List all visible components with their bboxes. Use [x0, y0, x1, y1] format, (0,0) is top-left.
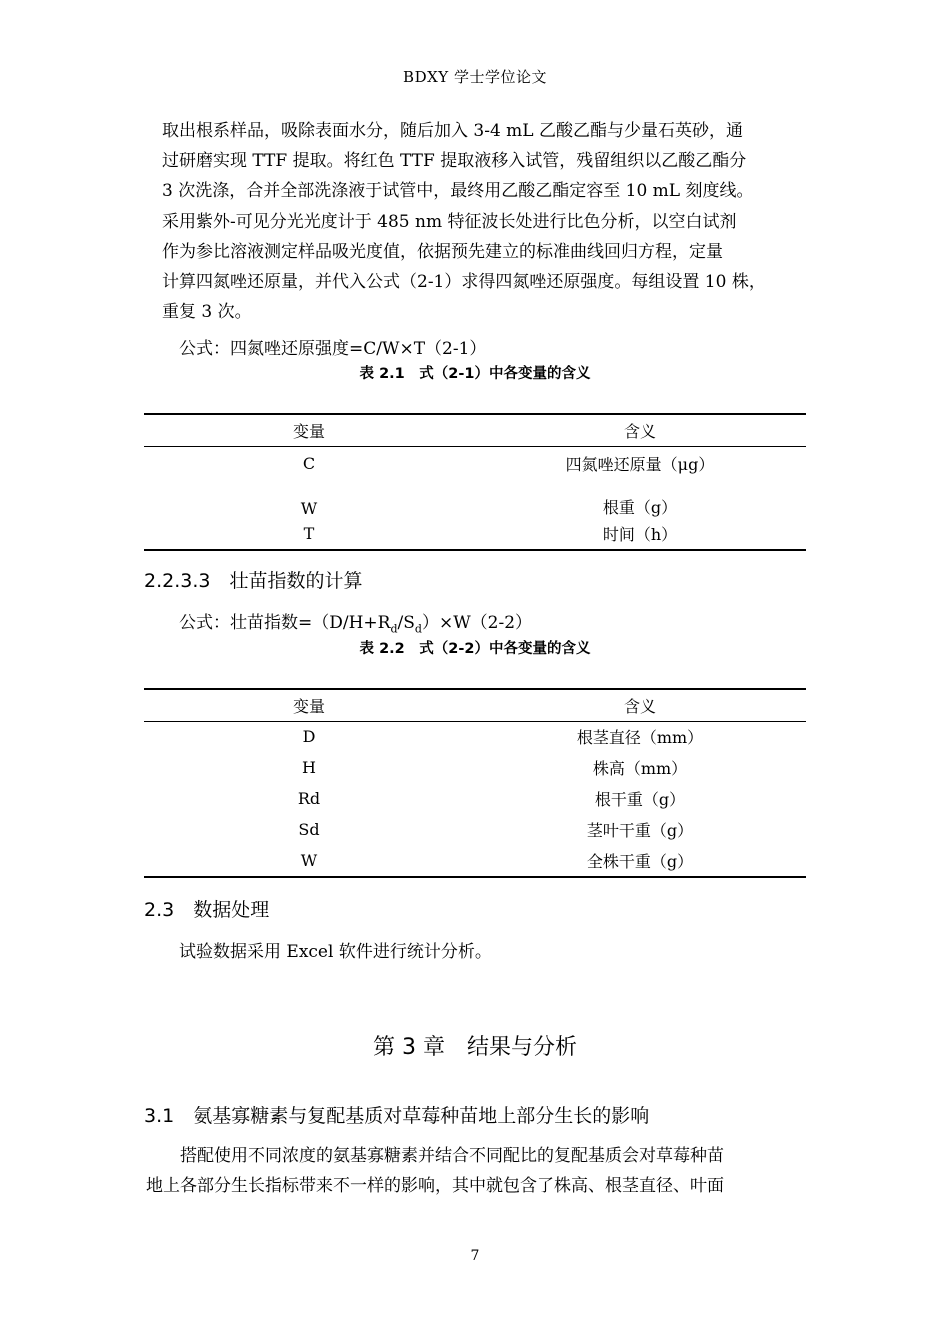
formula-subscript: d: [414, 622, 422, 636]
formula-part: /S: [397, 613, 415, 633]
variable-table-2-1: [144, 413, 806, 551]
formula-part: ）×W（2-2）: [421, 613, 533, 633]
chapter-title: 第 3 章 结果与分析: [373, 1035, 577, 1060]
text-line: 作为参比溶液测定样品吸光度值，依据预先建立的标准曲线回归方程，定量: [162, 241, 723, 262]
table-header-cell: 变量: [144, 689, 474, 721]
text-line: 地上各部分生长指标带来不一样的影响，其中就包含了株高、根茎直径、叶面: [146, 1176, 724, 1197]
text-line: 过研磨实现 TTF 提取。将红色 TTF 提取液移入试管，残留组织以乙酸乙酯分: [162, 151, 747, 172]
table-cell: 全株干重（g）: [474, 845, 806, 877]
table-caption: 表 2.1 式（2-1）中各变量的含义: [359, 366, 591, 382]
text-line: 重复 3 次。: [162, 302, 252, 323]
table-cell: Rd: [297, 789, 321, 808]
variable-table-2-2: [144, 688, 806, 878]
table-cell: 时间（h）: [474, 518, 806, 550]
table-row: [144, 783, 806, 814]
table-row: [144, 752, 806, 783]
table-cell: D: [302, 727, 316, 747]
formula-2-2: [179, 608, 532, 635]
table-row: [144, 845, 806, 877]
text-line: 搭配使用不同浓度的氨基寡糖素并结合不同配比的复配基质会对草莓种苗: [146, 1146, 724, 1166]
table-cell: 根重（g）: [602, 498, 678, 517]
table-header-cell: 变量: [144, 414, 474, 446]
table-cell: Sd: [298, 820, 320, 839]
table-cell: 茎叶干重（g）: [586, 821, 694, 840]
text-line: 计算四氮唑还原量，并代入公式（2-1）求得四氮唑还原强度。每组设置 10 株，: [162, 272, 766, 293]
section-heading-2-3: 2.3 数据处理: [144, 899, 270, 921]
section-heading-2-2-3-3: 2.2.3.3 壮苗指数的计算: [144, 570, 363, 592]
paragraph-results-intro: [146, 1141, 806, 1201]
table-header-cell: 含义: [474, 414, 806, 446]
table-caption: 表 2.2 式（2-2）中各变量的含义: [359, 641, 591, 657]
table-row: [144, 480, 806, 518]
table-cell: T: [144, 518, 474, 550]
text-line: 取出根系样品，吸除表面水分，随后加入 3-4 mL 乙酸乙酯与少量石英砂，通: [162, 121, 743, 141]
paragraph-ttf-method: [162, 116, 807, 327]
table-row: [144, 518, 806, 550]
table-cell: 四氮唑还原量（μg）: [565, 454, 715, 474]
page-number: 7: [470, 1248, 480, 1264]
page-header: BDXY 学士学位论文: [403, 68, 547, 86]
table-cell: 株高（mm）: [592, 759, 688, 778]
table-cell: 根茎直径（mm）: [576, 728, 704, 748]
formula-2-1: 公式：四氮唑还原强度=C/W×T（2-1）: [179, 339, 487, 359]
paragraph-data-processing: 试验数据采用 Excel 软件进行统计分析。: [179, 942, 492, 962]
text-line: 3 次洗涤，合并全部洗涤液于试管中，最终用乙酸乙酯定容至 10 mL 刻度线。: [162, 181, 754, 202]
formula-subscript: d: [390, 622, 398, 636]
table-cell: W: [144, 845, 474, 877]
table-cell: 根干重（g）: [594, 790, 686, 809]
section-heading-3-1: 3.1 氨基寡糖素与复配基质对草莓种苗地上部分生长的影响: [144, 1105, 650, 1127]
table-cell: H: [302, 758, 316, 777]
text-line: 采用紫外-可见分光光度计于 485 nm 特征波长处进行比色分析，以空白试剂: [162, 211, 737, 232]
formula-part: 公式：壮苗指数=（D/H+R: [179, 613, 391, 633]
table-header-cell: 含义: [474, 689, 806, 721]
table-cell: C: [302, 453, 316, 473]
table-row: [144, 721, 806, 752]
table-cell: W: [300, 499, 318, 518]
table-row: [144, 814, 806, 845]
table-row: [144, 446, 806, 480]
